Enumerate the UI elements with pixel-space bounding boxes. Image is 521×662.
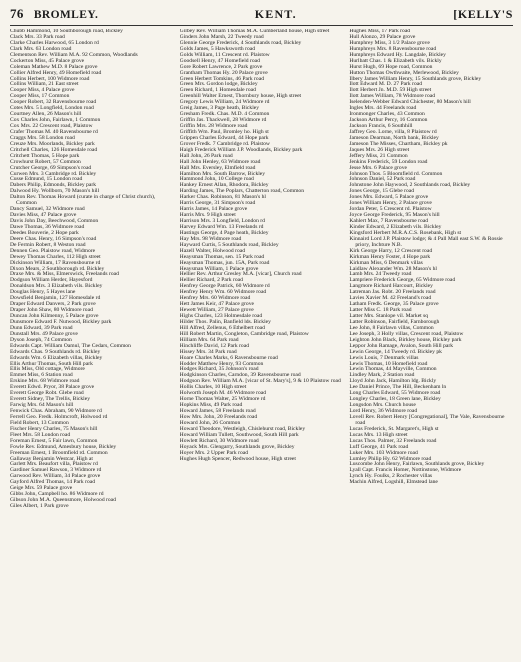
directory-entry: Deedes Bouverie, 2 Hope park [10, 229, 79, 236]
directory-entry: Emmet Miss, 6 Station road [10, 372, 73, 379]
directory-entry: Collins Herbert, 100 Widmore road [10, 75, 90, 82]
directory-entry: Green Mrs. Gordon lodge, Bickley [179, 81, 258, 88]
directory-entry: Hughes Miss, 17 Park road [349, 29, 411, 34]
directory-entry: Hurst Hugh, 69 Hope road, Common [349, 63, 433, 70]
directory-entry: Hoyer Mrs. 2 Upper Park road [179, 449, 249, 456]
directory-entry: Hodgkinson Charles, Carndon, 39 Ravensbourne road [179, 372, 301, 379]
directory-entry: Draper Edward Danvers, 2 Park grove [10, 301, 96, 308]
directory-column-1 [10, 29, 174, 659]
directory-entry: Dowsfield Benjamin, 127 Homesdale rd [10, 295, 101, 302]
directory-entry: Griffin Jas. Thackwell, 28 Widmore rd [179, 117, 267, 124]
directory-entry: Jones William Henry, 2 Palace grove [349, 200, 432, 207]
directory-entry: Lynch Hy. Foulks, 2 Rochester villas [349, 473, 433, 480]
directory-entry: Greenhill Walter Ernest, Thornbury house, High street [179, 93, 302, 100]
directory-entry: Lewin Thomas, 44 Mayville, Common [349, 366, 437, 373]
directory-entry: Courtney Allen, 26 Mason's hill [10, 111, 82, 118]
directory-entry: Haigh Frederick William J.P. Woodlands, Bickley park [179, 146, 303, 153]
directory-entry: Lewis Thomas, 10 Homefield road [349, 360, 428, 367]
directory-entry: Edwards Wm. 6 Elizabeth villas, Bickley [10, 354, 103, 361]
directory-entry: Gardiner Samuel Rawson, 3 Widmore rd [10, 467, 102, 474]
directory-entry: Golds James, 5 Hawksworth road [179, 45, 256, 52]
directory-entry: Cooper Robert, 32 Ravensbourne road [10, 99, 97, 106]
directory-entry: Joyce George Frederick, 95 Mason's hill [349, 212, 440, 219]
directory-entry: Longley Charles, 18 Green lane, Bickley [349, 396, 441, 403]
directory-entry: Longsdon Mrs. Church house [349, 402, 416, 409]
directory-entry: Harris James, 14 Palace grove [179, 206, 248, 213]
directory-entry: Jones George, 15 Glebe road [349, 188, 415, 195]
directory-entry: Howard Theodore, Westleigh, Chislehurst road, Bickley [179, 425, 306, 432]
directory-entry: Ilbery James William Henry, 15 Southlands grove, Bickley [349, 75, 482, 82]
directory-entry: Jones Mrs. Edward, 5 Palace grove [349, 194, 429, 201]
directory-entry: Ellis Arthur Thomas, South Hill park [10, 360, 93, 367]
directory-entry: Harding James, The Poplars, Chatterton road, Common [179, 188, 305, 195]
directory-entry: Ilott Herbert Jn. M.D. 59 High street [349, 87, 432, 94]
directory-entry: Latter Robinson, Fairfield, Farnborough [349, 318, 440, 325]
directory-entry: Hammond John, 10 College road [179, 176, 254, 183]
directory-entry: Dabers Philip, Edmonds, Bickley park [10, 182, 97, 189]
directory-entry: Jordan Peter, 5 Crescent rd. Plaistow [349, 206, 432, 213]
directory-entry: Harker Chas. Robinson, 81 Mason's hl [179, 194, 266, 201]
directory-entry: Dickinson William, 17 Ravensbourne rd [10, 259, 101, 266]
directory-entry: Henfrey Henry Wm. 60 Widmore road [179, 289, 267, 296]
directory-entry: Field Robert, 13 Common [10, 419, 69, 426]
directory-entry: Heaysman Thomas, jun. 15A, Park road [179, 259, 270, 266]
directory-entry: Kirk George Harry, 12 Crescent road [349, 247, 433, 254]
directory-entry: Lucas Thos. Palmer, 32 Freelands road [349, 437, 437, 444]
directory-entry: Humphreys Edward Hy. Langdale, Bickley [349, 51, 446, 58]
directory-entry: Hall John, 26 Park road [179, 152, 233, 159]
directory-entry: Garlett Mrs. Beaufort villa, Plaistow rd [10, 461, 98, 468]
header-rule [10, 25, 513, 26]
directory-entry: Creuze Mrs. Moorlands, Bickley park [10, 140, 95, 147]
directory-entry: Dewey Thomas Charles, 112 High street [10, 253, 101, 260]
directory-entry: Davies Miss, 47 Palace grove [10, 212, 77, 219]
directory-entry: Lewin George, 14 Tweedy rd. Bickley pk [349, 348, 442, 355]
directory-entry: Everett Sidney, The Trellis, Bickley [10, 396, 91, 403]
directory-entry: Everett Edwd. Pryor, 38 Palace grove [10, 384, 95, 391]
directory-entry: Johnstone John Haywood, 2 Southlands road, Bickley [349, 182, 471, 189]
directory-entry: Gibson John M.A. Queensmore, Holwood road [10, 497, 116, 504]
directory-entry: Green Herbert Tomkins, 46 Park road [179, 75, 264, 82]
directory-entry: Clack Mrs. 33 Park road [10, 33, 65, 40]
directory-entry: Gregory Lewis William, 24 Widmore rd [179, 99, 270, 106]
directory-entry: Dunstall Mrs. 49 Palace grove [10, 330, 78, 337]
directory-entry: Humphrey Miss, 3 1/2 Palace grove [349, 39, 430, 46]
directory-entry: Gilbey Rev. William Thomas M.A. Cumberland house, High street [179, 29, 330, 34]
directory-entry: Hissey Mrs. 34 Park road [179, 348, 237, 355]
directory-entry: Laidlaw Alexander Wm. 28 Mason's hl [349, 265, 437, 272]
directory-entry: Latreman Jas. Robt. 20 Freelands road [349, 289, 436, 296]
directory-entry: Harris Mrs. 9 High street [179, 212, 236, 219]
directory-entry: Edwards Capt. William Oamul, The Cedars, Common [10, 342, 131, 349]
directory-entry: Hamilton Mrs. South Barrow, Bickley [179, 170, 266, 177]
directory-entry: Hull Alonzo, 29 Palace grove [349, 33, 416, 40]
directory-entry: Hayward Curtis, 5 Southlands road, Bickley [179, 241, 279, 248]
directory-entry: Dennen Geo. Plaistow road, Widmore [10, 247, 96, 254]
directory-entry: Jeffery Miss, 21 Common [349, 152, 408, 159]
directory-entry: Howard James, 58 Freelands road [179, 408, 256, 414]
directory-entry: Lee John, 8 Fairlawn villas, Common [349, 324, 434, 331]
directory-entry: Jackson Arthur Percy, 16 Common [349, 117, 428, 124]
directory-entry: Luker Mrs. 103 Widmore road [349, 449, 418, 456]
directory-entry: Farwig Mrs. 64 Mason's hill [10, 402, 74, 409]
directory-entry: Cox Charles John, Fairlawn, 1 Common [10, 117, 101, 124]
directory-entry: Lucas Frederick, St. Margaret's, High st [349, 425, 439, 432]
directory-entry: Lamb Mrs. 24 Tweedy road [349, 271, 412, 278]
directory-entry: Hall Mrs. Eversley, Elmfield road [179, 164, 256, 171]
directory-entry: Fischer Henry Charles, 75 Mason's hill [10, 425, 98, 432]
directory-entry: Hilder Thos. Palin, Banfield lds. Bickley [179, 318, 271, 325]
directory-entry: Dancy Samuel, 32 Widmore road [10, 206, 85, 213]
directory-entry: Fenwick Chas. Abraham, 90 Widmore rd [10, 408, 102, 414]
directory-entry: Everett George Robt. Glebe road [10, 390, 84, 397]
directory-entry: Hastings George, 4 Page heath, Bickley [179, 229, 269, 236]
directory-entry: Hodges Richard, 35 Johnson's road [179, 366, 259, 373]
directory-entry: Howard John, 26 Common [179, 419, 241, 426]
directory-entry: Lovell Rev. Robert Henry [Congregational], The Vale, Ravensbourne road [349, 413, 505, 426]
directory-entry: Clementson Rev. William M.A. 92 Common, Woodlands [10, 51, 138, 58]
directory-entry: Hollis Charles, 10 High street [179, 384, 247, 391]
directory-entry: Lloyd John Jack, Hamilton ldg. Bickly [349, 378, 437, 385]
directory-entry: Critchell Charles, 126 Homesdale road [10, 146, 98, 153]
directory-entry: Long Charles Edward, 55 Widmore road [349, 390, 441, 397]
directory-entry: Hill Robert Martin, Congleton, Cambridge road, Plaistow [179, 330, 309, 337]
directory-entry: Latter Mrs. Stanlope vil. Market sq [349, 313, 429, 319]
directory-entry: Hay Mrs. 98 Widmore road [179, 235, 242, 242]
directory-entry: Hurlbatt Chas. 1 & Elizabeth vils. Bickly [349, 57, 442, 64]
directory-entry: Gore Robert Lawrence, 2 Park grove [179, 63, 263, 70]
directory-entry: Jameson Dearman, North bank, Bickley [349, 134, 439, 141]
directory-entry: Kinnaird Lord J.P. Plaistow lodge; & 4 Pall Mall east S.W. & Rossie priory, Inchture N.B. [349, 235, 503, 248]
directory-entry: Jaffrey Geo. Lorne, villa, 8 Plaistow rd [349, 128, 437, 135]
directory-entry: Gresham Fredk. Chas. M.D. 4 Common [179, 111, 270, 118]
directory-entry: Crafer Thomas M. 40 Ravensbourne rd [10, 128, 98, 135]
directory-entry: Hoyack Mrs. Glengarry, Southlands grove, Bickley [179, 443, 295, 450]
directory-entry: Langmore Richard Harcourt, Bickley [349, 283, 433, 290]
directory-entry: Lyall Capt. Francis Homer, Nottinstone, Widmore [349, 467, 462, 474]
directory-entry: Dunsmore Edward F. Nutwood, Bickley park [10, 318, 112, 325]
directory-entry: Gallaway Benjamin Westcar, High at [10, 455, 93, 462]
directory-entry: Harvey Edward Wm. 13 Freelands rd [179, 223, 264, 230]
directory-entry: Jameson The Misses, Chartham, Bickley pk [349, 140, 448, 147]
header-center-title: KENT. [254, 7, 297, 21]
directory-entry: Lewis Louis, 7 Denmark villas [349, 354, 419, 361]
directory-entry: Geige Mrs. 59 Palace grove [10, 485, 73, 492]
directory-entry: Iselenden-Webber Edward Chichester, 80 Mason's hill [349, 99, 471, 106]
directory-entry: Howard William Tullett, Southwood, South Hill park [179, 431, 299, 438]
directory-entry: Hinchliffe David, 12 Park road [179, 342, 250, 349]
page-number: 76 [10, 6, 24, 21]
directory-entry: Henfrey George Patrick, 60 Widmore rd [179, 283, 270, 290]
directory-entry: Lindley Mark, 2 Station road [349, 372, 415, 379]
directory-column-2 [180, 29, 344, 659]
directory-entry: Kingsford Herbert M.R.A.C.S. Rosebank, High st [349, 229, 462, 236]
directory-entry: Grover Fredk. 7 Cambridge rd. Plaistow [179, 140, 270, 147]
directory-entry: Humphreys Mrs. 8 Ravensbourne road [349, 45, 437, 52]
directory-entry: Heaysman William, 1 Palace grove [179, 265, 259, 272]
directory-entry: Jackson Francis, 6 Southhill [349, 123, 413, 129]
directory-entry: Giles Albert, 1 Park grove [10, 503, 69, 509]
directory-entry: Hodgson Rev. William M.A. [vicar of St. Mary's], 9 & 10 Plaistow road [179, 378, 341, 385]
directory-entry: Crowhurst Robert, 57 Common [10, 158, 81, 165]
directory-entry: Collier Alfred Henry, 49 Homefield road [10, 69, 102, 76]
directory-entry: Machin Alfred, Logshill, Elmstead lane [349, 479, 438, 486]
directory-entry: How Mrs. John, 20 Freelands road [179, 413, 258, 420]
directory-entry: Luff George, 41 Park road [349, 443, 409, 450]
directory-entry: Highs Charles, 123 Holmesdale road [179, 313, 263, 319]
directory-entry: Kirkman Miss, 6 Denmark villas [349, 259, 423, 266]
directory-entry: Heaysman Thomas, sen. 15 Park road [179, 253, 265, 260]
directory-entry: Cox Mrs. 22 Crescent road, Plaistow [10, 123, 93, 129]
directory-entry: Jesse Mrs. 6 Palace grove [349, 164, 407, 171]
directory-entry: Kinder Edward, 2 Elizabeth vils. Bickley [349, 223, 442, 230]
directory-entry: Duncan John Kilmenny, 5 Palace grove [10, 313, 99, 319]
directory-entry: Coleman Mathew M.D. 8 Palace grove [10, 63, 98, 70]
directory-entry: Hutton Thomas Owthwaite, Merlewood, Bickley [349, 69, 459, 76]
directory-entry: Dalwood Hy. Wollborn, 70 Mason's hill [10, 188, 100, 195]
directory-entry: Ilott James William, 78 Widmore road [349, 93, 436, 100]
directory-entry: Ilott Edward M. D. 27 Park road [349, 81, 423, 88]
header-right-title: [KELLY'S [453, 7, 513, 21]
directory-entry: Dyson Joseph, 74 Common [10, 336, 72, 343]
directory-entry: Lord Henry, 36 Widmore road [349, 408, 418, 414]
directory-entry: Edwards Chas. 9 Southlands rd. Bickley [10, 348, 101, 355]
directory-entry: Collins William, 21 East street [10, 81, 79, 88]
directory-entry: Hoare Charles Marks, 6 Ravensbourne road [179, 354, 278, 361]
directory-entry: Dalton Rev. Thomas Howard (curate in charge of Christ church), Common [10, 194, 156, 207]
directory-entry: Hall John Henley, 63 Widmore road [179, 158, 261, 165]
directory-entry: Henfrey Mrs. 60 Widmore road [179, 295, 251, 302]
directory-entry: Cotes Mrs. 5 Longfield, London road [10, 105, 94, 112]
directory-entry: Harrison Mrs. 3 Longfield, London rd [179, 218, 265, 224]
directory-entry: Hellier Richard, 2 Park road [179, 277, 243, 284]
directory-entry: Greig James, 3 Page heath, Bickley [179, 105, 260, 112]
directory-entry: Hankey Ernest Allan, Rhodora, Bickley [179, 182, 269, 189]
directory-entry: Kirkman Henry Foster, 4 Hope park [349, 253, 431, 260]
directory-entry: Lampriere Frederick George, 65 Widmore road [349, 277, 456, 284]
directory-entry: Crutcher George, 69 Simpson's road [10, 164, 92, 171]
directory-entry: Gibbs John, Campbell ho. 86 Widmore rd [10, 491, 104, 498]
directory-entry: Critchett Thomas, 5 Hope park [10, 152, 80, 159]
directory-entry: Hill Alfred, Zellenus, 6 Ethelbert road [179, 324, 265, 331]
directory-entry: Dawe Thomas, 36 Widmore road [10, 223, 85, 230]
directory-entry: Davis John Day, Beechwood, Common [10, 218, 99, 224]
directory-entry: Dodgson William Herder, Hayesford [10, 277, 93, 284]
directory-entry: Hopkins Miss, 49 Park road [179, 402, 243, 409]
directory-entry: Foreman Ernest, 5 Fair lawn, Common [10, 437, 98, 444]
directory-entry: Ironmonger Charles, 43 Common [349, 111, 425, 118]
directory-entry: Luscombe John Henry, Fairlawn, Southlands grove, Bickley [349, 461, 485, 468]
directory-entry: Leighton John Black, Birkley house, Bickley park [349, 336, 462, 343]
directory-entry: Ginders John Marsh, 22 Tweedy road [179, 33, 264, 40]
directory-entry: Goodsell Henry, 47 Homefield road [179, 57, 260, 64]
directory-entry: Lee Daniel Prince, The Hill, Beckenham ln [349, 384, 447, 391]
directory-entry: Griffin Mrs. 28 Widmore road [179, 123, 248, 129]
directory-entry: Dunn Edward, 39 Park road [10, 324, 73, 331]
directory-entry: Ellis Miss, Old cottage, Widmore [10, 366, 85, 373]
directory-entry: Grippen Charles Edward, 44 Hope park [179, 134, 269, 141]
directory-entry: Donaldson Mrs. 3 Elizabeth vils. Bickley [10, 283, 103, 290]
directory-entry: Freeman Ernest, 1 Broomfield rd. Common [10, 449, 108, 456]
directory-entry: Cusse Edmund, 15 London road [10, 176, 83, 183]
directory-entry: Hellier Rev. Arthur Gresley M.A. [vicar], Church road [179, 271, 302, 278]
directory-entry: Fowle Rev. Edmund, Amesbury house, Bickley [10, 443, 117, 450]
directory-entry: De Fermin Robert, 8 Weston road [10, 241, 86, 248]
directory-entry: Ingles Mrs. 44 Freelands road [349, 105, 417, 112]
directory-entry: Jenkins Frederick, 59 London road [349, 158, 428, 165]
directory-entry: Johnson Thos. 5 Bloomfield rd. Common [349, 170, 443, 177]
directory-entry: Jaques Mrs. 26 High street [349, 146, 410, 153]
directory-entry: Cooper Miss, 17 Common [10, 93, 70, 100]
header-left [10, 6, 98, 22]
directory-entry: Lee Joseph, 3 Holly villas, Crescent road, Plaistow [349, 330, 464, 337]
directory-entry: Hilliam Mrs. 64 Park road [179, 336, 239, 343]
directory-entry: Hazell Walter, Holwood road [179, 247, 246, 254]
directory-entry: Hodder Matthew Henry, 93 Common [179, 360, 264, 367]
directory-entry: Draper John Shaw, 80 Widmore road [10, 307, 93, 314]
directory-entry: Cooper Miss, 4 Palace grove [10, 87, 75, 94]
directory-entry: Hett James Keir, 47 Palace grove [179, 301, 255, 308]
directory-entry: Clark Mrs. 63 London road [10, 45, 72, 52]
directory-entry: Glennie George Frederick, 4 Southlands road, Bickley [179, 39, 302, 46]
directory-entry: Lavies Xavier M. 42 Freeland's road [349, 295, 432, 302]
page-header [10, 6, 513, 24]
directory-entry: Gayford Alfred Thomas, 14 Park road [10, 479, 96, 486]
directory-entry: Garwood Rev. William, 34 Palace grove [10, 473, 101, 480]
directory-entry: Erskine Mrs. 68 Widmore road [10, 378, 80, 385]
header-left-title: BROMLEY. [33, 9, 99, 21]
directory-entry: Kahlert Max, 7 Ravensbourne road [349, 218, 429, 224]
directory-entry: Griffith Wm. Paul, Bromley ho. High st [179, 128, 269, 135]
directory-entry: Leppor John Ramage, Avalon, South Hill park [349, 342, 454, 349]
directory-entry: Fleet Mrs. 58 London road [10, 431, 71, 438]
directory-entry: Harris George, 31 Simpson's road [179, 200, 256, 207]
directory-entry: Dixon Mears, 2 Southborough rd. Bickley [10, 265, 105, 272]
directory-entry: Lucas Mrs. 13 High street [349, 431, 408, 438]
directory-entry: Holworth Joseph M. 46 Widmore road [179, 390, 267, 397]
directory-entry: Deere Chas. Henry, 16 Simpson's road [10, 235, 97, 242]
directory-entry: Clarke Charles Harwood, 65 London rd [10, 39, 99, 46]
directory-entry: Cockerton Miss, 45 Palace grove [10, 57, 85, 64]
directory-entry: Hewett William, 27 Palace grove [179, 307, 254, 314]
directory-entry: Craggs Mrs. 58 London road [10, 134, 75, 141]
directory-entry: Hughes Hugh Spencer, Redwood house, High street [179, 455, 296, 462]
directory-entry: Ferrell Geo. Fredk. Holmcroft, Holwood rd [10, 413, 108, 420]
directory-entry: Grantham Thomas Hy. 20 Palace grove [179, 69, 268, 76]
directory-entry: Draxe Mrs. & Miss, Elmerswick, Freelands road [10, 271, 119, 278]
directory-entry: Golds William, 11 Crescent rd. Plaistow [179, 51, 270, 58]
directory-entry: Latter Miss C. 18 Park road [349, 307, 412, 314]
directory-entry: Latham Fredk. George, 35 Palace grove [349, 301, 439, 308]
directory-entry: Douglas Henry, 5 Hayes lane [10, 289, 76, 296]
directory-entry: Johnson Daniel, 52 Park road [349, 176, 416, 183]
directory-entry: Curwen Mrs. 3 Cambridge rd. Bickley [10, 170, 97, 177]
directory-entry: Chubb Hammond, 10 Southborough road, Bickley [10, 29, 123, 34]
directory-entry: Lumley Philip Hy. 62 Widmore road [349, 455, 432, 462]
directory-entry: Horne Thomas Walter, 25 Widmore rd [179, 396, 266, 403]
directory-columns [10, 29, 513, 659]
directory-entry: Green Richard, 1 Homesdale road [179, 87, 256, 94]
directory-column-3 [349, 29, 513, 659]
directory-entry: Howlett Richard, 30 Widmore road [179, 437, 259, 444]
